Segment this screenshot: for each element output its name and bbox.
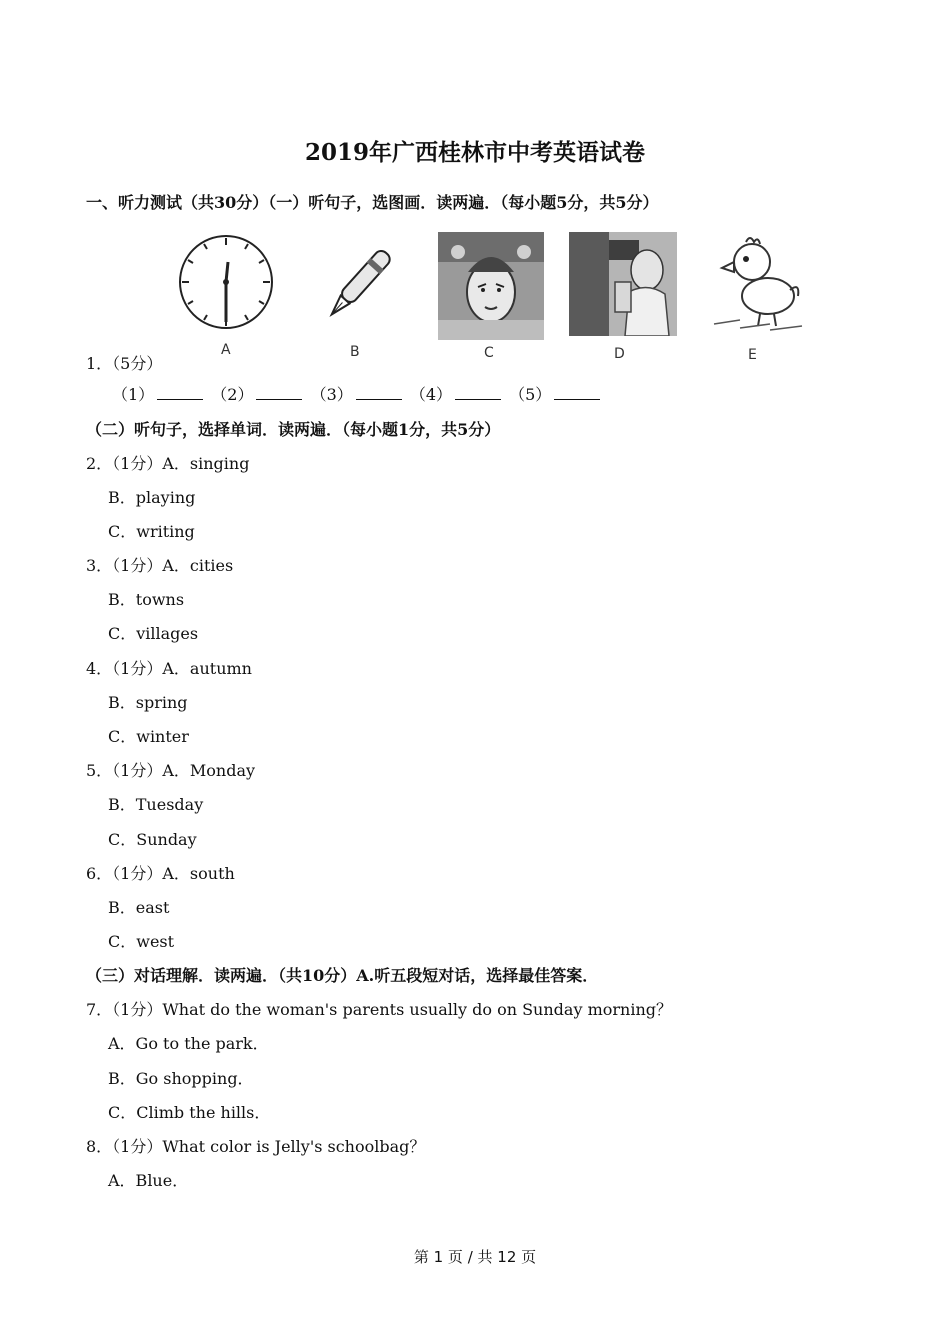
picture-e-label: E <box>748 347 757 363</box>
question-2-stem: 2．（1分）A．singing <box>86 454 250 473</box>
question-4-stem: 4．（1分）A．autumn <box>86 659 252 678</box>
page-footer: 第 1 页 / 共 12 页 <box>413 1248 537 1266</box>
opera-face-icon <box>438 232 544 340</box>
answer-blank[interactable] <box>157 385 203 400</box>
picture-c-label: C <box>484 345 494 361</box>
picture-a-label: A <box>221 342 231 358</box>
question-7-option-a: A．Go to the park． <box>108 1034 269 1053</box>
question-2-option-c: C．writing <box>108 522 195 541</box>
question-5-stem: 5．（1分）A．Monday <box>86 761 256 780</box>
answer-blank[interactable] <box>356 385 402 400</box>
answer-blank[interactable] <box>455 385 501 400</box>
blank-label: （1） <box>112 385 155 404</box>
blank-label: （5） <box>509 385 552 404</box>
question-1-stem: 1．（5分） <box>86 354 163 373</box>
question-2-option-b: B．playing <box>108 488 196 507</box>
section3-heading: （三）对话理解．读两遍．（共10分）A.听五段短对话，选择最佳答案． <box>86 966 599 985</box>
question-3-stem: 3．（1分）A．cities <box>86 556 234 575</box>
section1-heading: 一、听力测试（共30分）（一）听句子，选图画．读两遍．（每小题5分，共5分） <box>86 193 659 212</box>
question-7-stem: 7．（1分）What do the woman's parents usually do on Sunday morning？ <box>86 1000 672 1019</box>
blank-label: （3） <box>310 385 353 404</box>
blank-label: （4） <box>409 385 453 404</box>
answer-blank[interactable] <box>256 385 302 400</box>
question-4-option-b: B．spring <box>108 693 188 712</box>
question-5-option-b: B．Tuesday <box>108 795 204 814</box>
chick-icon <box>710 232 806 336</box>
question-3-option-c: C．villages <box>108 624 199 643</box>
pen-icon <box>310 236 410 336</box>
question-1-blanks <box>112 382 603 405</box>
question-6-stem: 6．（1分）A．south <box>86 864 235 883</box>
page-title: 2019年广西桂林市中考英语试卷 <box>304 139 645 166</box>
question-6-option-c: C．west <box>108 932 175 951</box>
section2-heading: （二）听句子，选择单词．读两遍．（每小题1分，共5分） <box>86 420 501 439</box>
photo-person-icon <box>569 232 677 336</box>
question-7-option-c: C．Climb the hills． <box>108 1103 271 1122</box>
question-8-option-a: A．Blue． <box>108 1171 189 1190</box>
question-4-option-c: C．winter <box>108 727 189 746</box>
question-3-option-b: B．towns <box>108 590 185 609</box>
clock-icon <box>176 232 276 332</box>
blank-label: （2） <box>211 385 254 404</box>
question-6-option-b: B．east <box>108 898 170 917</box>
question-8-stem: 8．（1分）What color is Jelly's schoolbag？ <box>86 1137 426 1156</box>
question-7-option-b: B．Go shopping． <box>108 1069 254 1088</box>
answer-blank[interactable] <box>554 385 600 400</box>
picture-b-label: B <box>350 344 360 360</box>
question-5-option-c: C．Sunday <box>108 830 197 849</box>
picture-d-label: D <box>614 346 625 362</box>
